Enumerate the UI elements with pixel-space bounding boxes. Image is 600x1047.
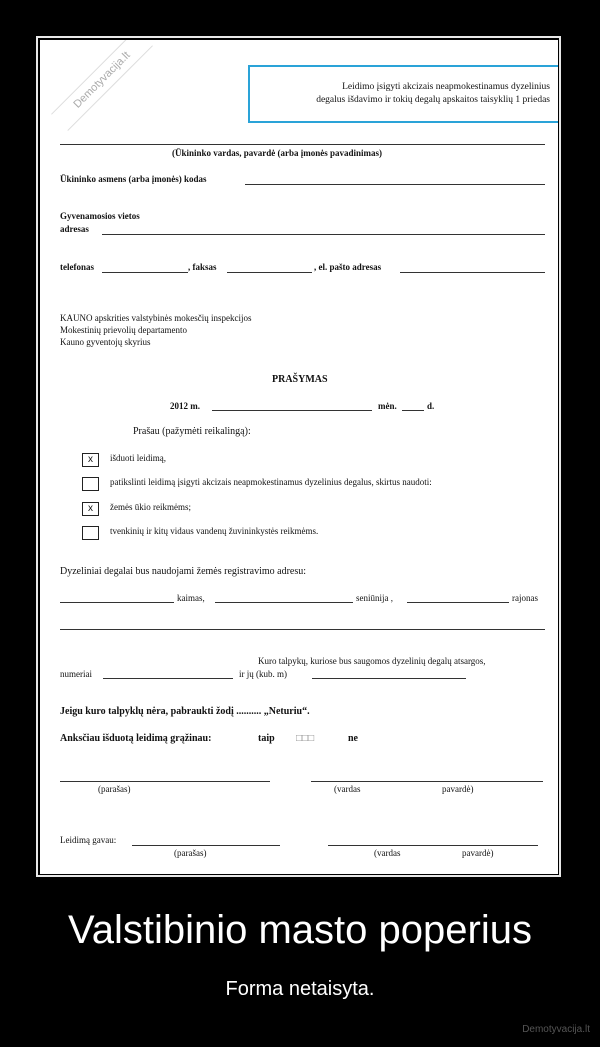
no-tank-note: Jeigu kuro talpyklų nėra, pabraukti žodį .......... „Neturiu“. [60, 706, 310, 717]
ward-label: seniūnija , [356, 593, 393, 603]
ward-line [215, 602, 353, 603]
signature-line-2 [132, 845, 280, 846]
address-label-1: Gyvenamosios vietos [60, 211, 140, 221]
option-text-3: žemės ūkio reikmėms; [110, 502, 191, 512]
request-label: Prašau (pažymėti reikalingą): [133, 426, 251, 437]
returned-no: ne [348, 733, 358, 744]
option-checkbox-2[interactable] [82, 477, 99, 491]
district-line [407, 602, 509, 603]
name-caption-2: (vardas [374, 848, 401, 858]
signature-line-1 [60, 781, 270, 782]
village-line [60, 602, 174, 603]
brand-link[interactable]: Demotyvacija.lt [522, 1024, 590, 1035]
fax-label: , faksas [188, 262, 217, 272]
surname-caption-2: pavardė) [462, 848, 494, 858]
returned-label: Anksčiau išduotą leidimą grąžinau: [60, 733, 212, 744]
fax-line [227, 272, 312, 273]
name-line [60, 144, 545, 145]
village-label: kaimas, [177, 593, 205, 603]
option-checkbox-1[interactable]: x [82, 453, 99, 467]
option-text-2: patikslinti leidimą įsigyti akcizais neapmokestinamus dyzelinius degalus, skirtus naudoti: [110, 477, 432, 487]
phone-label: telefonas [60, 262, 94, 272]
form-document [40, 40, 558, 874]
tank-text: Kuro talpykų, kuriose bus saugomos dyzelinių degalų atsargos, [258, 656, 486, 666]
option-text-4: tvenkinių ir kitų vidaus vandenų žuvininkystės reikmėms. [110, 526, 319, 536]
numbers-line [103, 678, 233, 679]
volume-line [312, 678, 466, 679]
address-label-2: adresas [60, 224, 89, 234]
name-caption-1: (vardas [334, 784, 361, 794]
date-month: mėn. [378, 401, 397, 411]
signature-caption-2: (parašas) [174, 848, 207, 858]
date-day: d. [427, 401, 435, 411]
date-year: 2012 m. [170, 401, 200, 411]
address-extra-line [60, 629, 545, 630]
name-line-2 [328, 845, 538, 846]
email-line [400, 272, 545, 273]
caption-subtitle: Forma netaisyta. [225, 978, 375, 1000]
name-line-1 [311, 781, 543, 782]
address-line [102, 234, 545, 235]
phone-line [102, 272, 188, 273]
returned-yes: taip [258, 733, 275, 744]
numbers-label: numeriai [60, 669, 92, 679]
district-label: rajonas [512, 593, 538, 603]
surname-caption-1: pavardė) [442, 784, 474, 794]
code-label: Ūkininko asmens (arba įmonės) kodas [60, 174, 207, 184]
recipient-line-3: Kauno gyventojų skyrius [60, 337, 151, 347]
annex-box [248, 65, 558, 123]
annex-line-1: Leidimo įsigyti akcizais neapmokestinamus dyzelinius [342, 82, 550, 92]
recipient-line-2: Mokestinių prievolių departamento [60, 325, 187, 335]
usage-address-label: Dyzeliniai degalai bus naudojami žemės registravimo adresu: [60, 566, 307, 577]
form-title: PRAŠYMAS [272, 374, 328, 385]
date-day-line [402, 410, 424, 411]
returned-boxes: □□□ [296, 733, 315, 744]
watermark: Demotyvacija.lt [51, 40, 153, 131]
received-label: Leidimą gavau: [60, 835, 117, 845]
code-line [245, 184, 545, 185]
volume-label: ir jų (kub. m) [239, 669, 287, 679]
date-month-line [212, 410, 372, 411]
email-label: , el. pašto adresas [314, 262, 382, 272]
signature-caption-1: (parašas) [98, 784, 131, 794]
name-caption: (Ūkininko vardas, pavardė (arba įmonės pavadinimas) [172, 148, 383, 158]
option-checkbox-4[interactable] [82, 526, 99, 540]
option-checkbox-3[interactable]: x [82, 502, 99, 516]
recipient-line-1: KAUNO apskrities valstybinės mokesčių inspekcijos [60, 313, 252, 323]
annex-line-2: degalus išdavimo ir tokių degalų apskaitos taisyklių 1 priedas [316, 95, 550, 105]
caption-title: Valstibinio masto poperius [68, 908, 532, 952]
option-text-1: išduoti leidimą, [110, 453, 166, 463]
